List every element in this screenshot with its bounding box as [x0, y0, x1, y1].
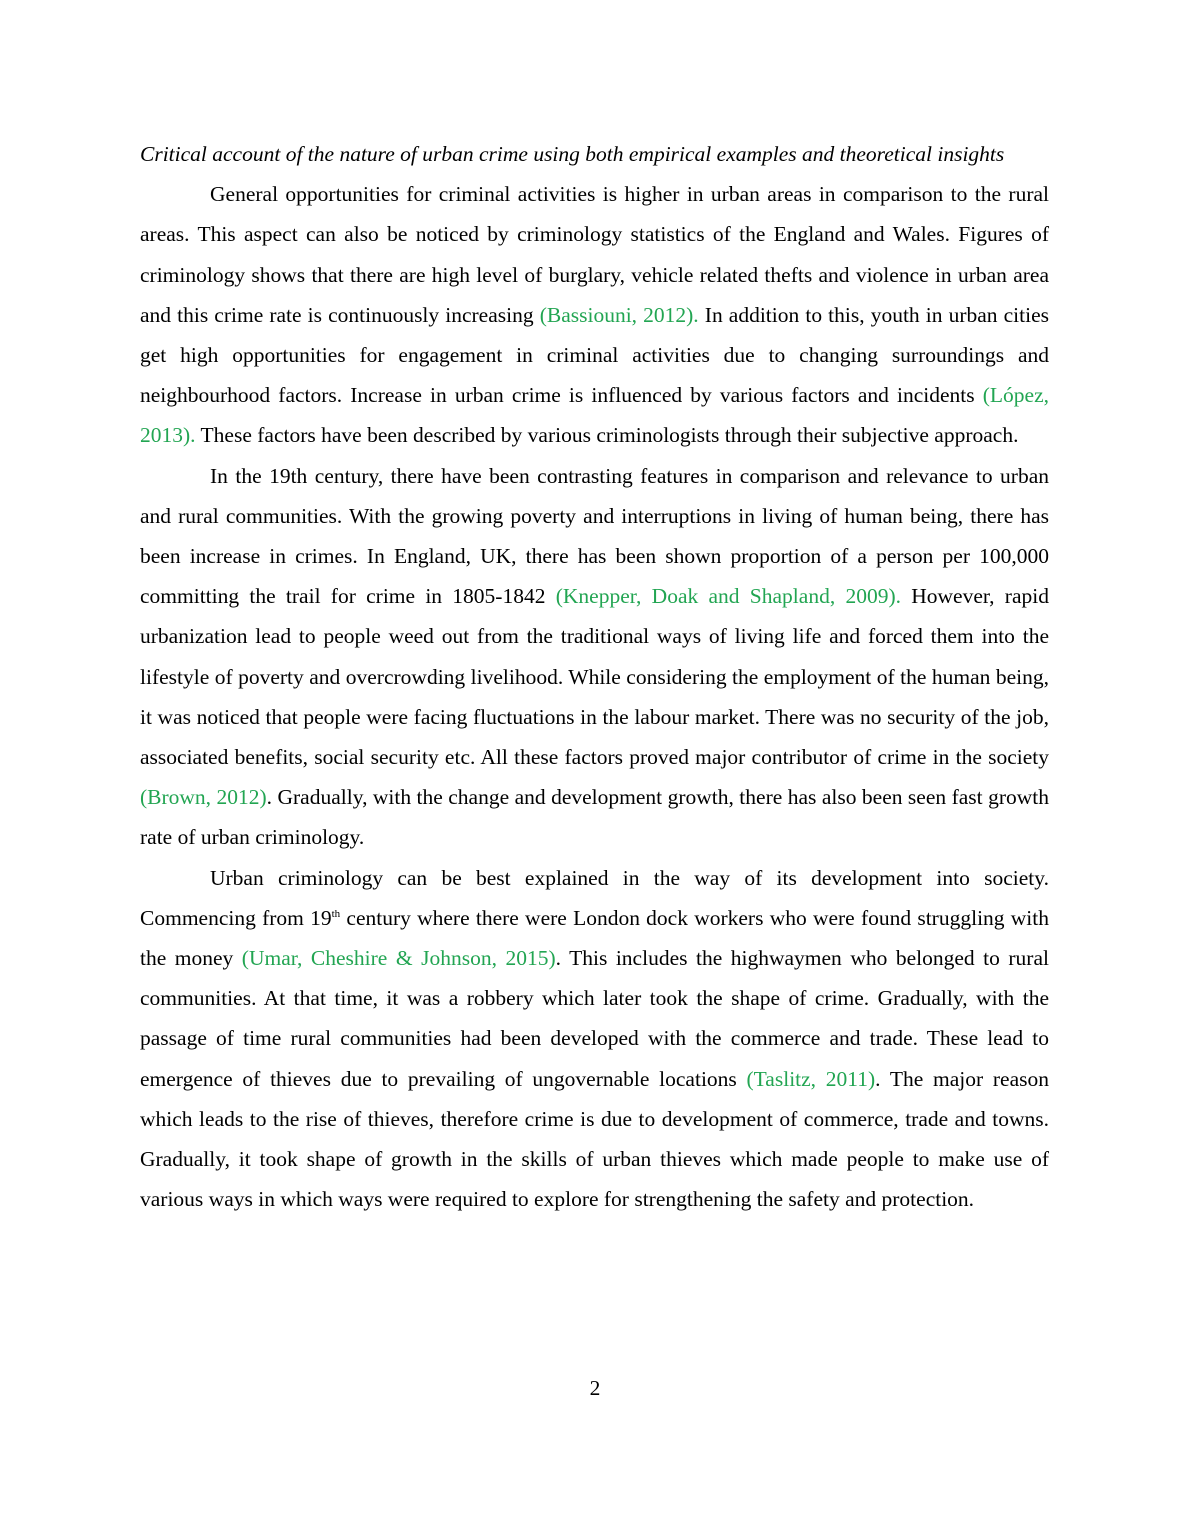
paragraph-text: In addition to this, youth in urban cities get high opportunities for engagement in criminal activities due to changing surroundings and neighbourhood factors. Increase in urban crime is influenced by various factors and incidents — [140, 302, 1049, 408]
paragraph-text: . Gradually, with the change and development growth, there has also been seen fast growth rate of urban criminology. — [140, 785, 1049, 850]
citation: (Taslitz, 2011) — [746, 1066, 876, 1091]
paragraph-text: Urban criminology can be best explained in the way of its development into society. Commencing from 19 — [140, 865, 1049, 930]
paragraph-text: These factors have been described by various criminologists through their subjective approach. — [195, 423, 1019, 448]
paragraph-text: General opportunities for criminal activities is higher in urban areas in comparison to the rural areas. This aspect can also be noticed by criminology statistics of the England and Wales. Figures of criminology shows that there are high level of burglary, vehicle related thefts and violence in urban area and this crime rate is continuously increasing — [140, 182, 1049, 327]
citation: (Knepper, Doak and Shapland, 2009). — [555, 584, 901, 609]
section-heading: Critical account of the nature of urban crime using both empirical examples and theoretical insights — [140, 142, 1005, 166]
document-body — [140, 134, 1049, 1219]
paragraphs — [140, 174, 1049, 1219]
paragraph-text: . This includes the highwaymen who belonged to rural communities. At that time, it was a robbery which later took the shape of crime. Gradually, with the passage of time rural communities had been developed with the commerce and trade. These lead to emergence of thieves due to prevailing of ungovernable locations — [140, 946, 1049, 1091]
body-paragraph — [140, 858, 1049, 1220]
paragraph-text: However, rapid urbanization lead to people weed out from the traditional ways of living life and forced them into the lifestyle of poverty and overcrowding livelihood. While considering the employment of the human being, it was noticed that people were facing fluctuations in the labour market. There was no security of the job, associated benefits, social security etc. All these factors proved major contributor of crime in the society — [140, 584, 1049, 770]
citation: (Umar, Cheshire & Johnson, 2015) — [241, 946, 556, 971]
citation: (Bassiouni, 2012). — [539, 302, 699, 327]
paragraph-text: . The major reason which leads to the rise of thieves, therefore crime is due to development of commerce, trade and towns. Gradually, it took shape of growth in the skills of urban thieves which made people to make use of various ways in which ways were required to explore for strengthening the safety and protection. — [140, 1066, 1049, 1212]
page-number: 2 — [589, 1376, 601, 1400]
ordinal-superscript: th — [331, 907, 341, 920]
citation: (Brown, 2012) — [140, 785, 267, 810]
paragraph-text: In the 19th century, there have been contrasting features in comparison and relevance to urban and rural communities. With the growing poverty and interruptions in living of human being, there has been increase in crimes. In England, UK, there has been shown proportion of a person per 100,000 committing the trail for crime in 1805-1842 — [140, 463, 1049, 609]
citation: (López, 2013). — [140, 383, 1049, 448]
paragraph-text: century where there were London dock workers who were found struggling with the money — [140, 905, 1049, 971]
body-paragraph — [140, 174, 1049, 455]
body-paragraph — [140, 456, 1049, 858]
